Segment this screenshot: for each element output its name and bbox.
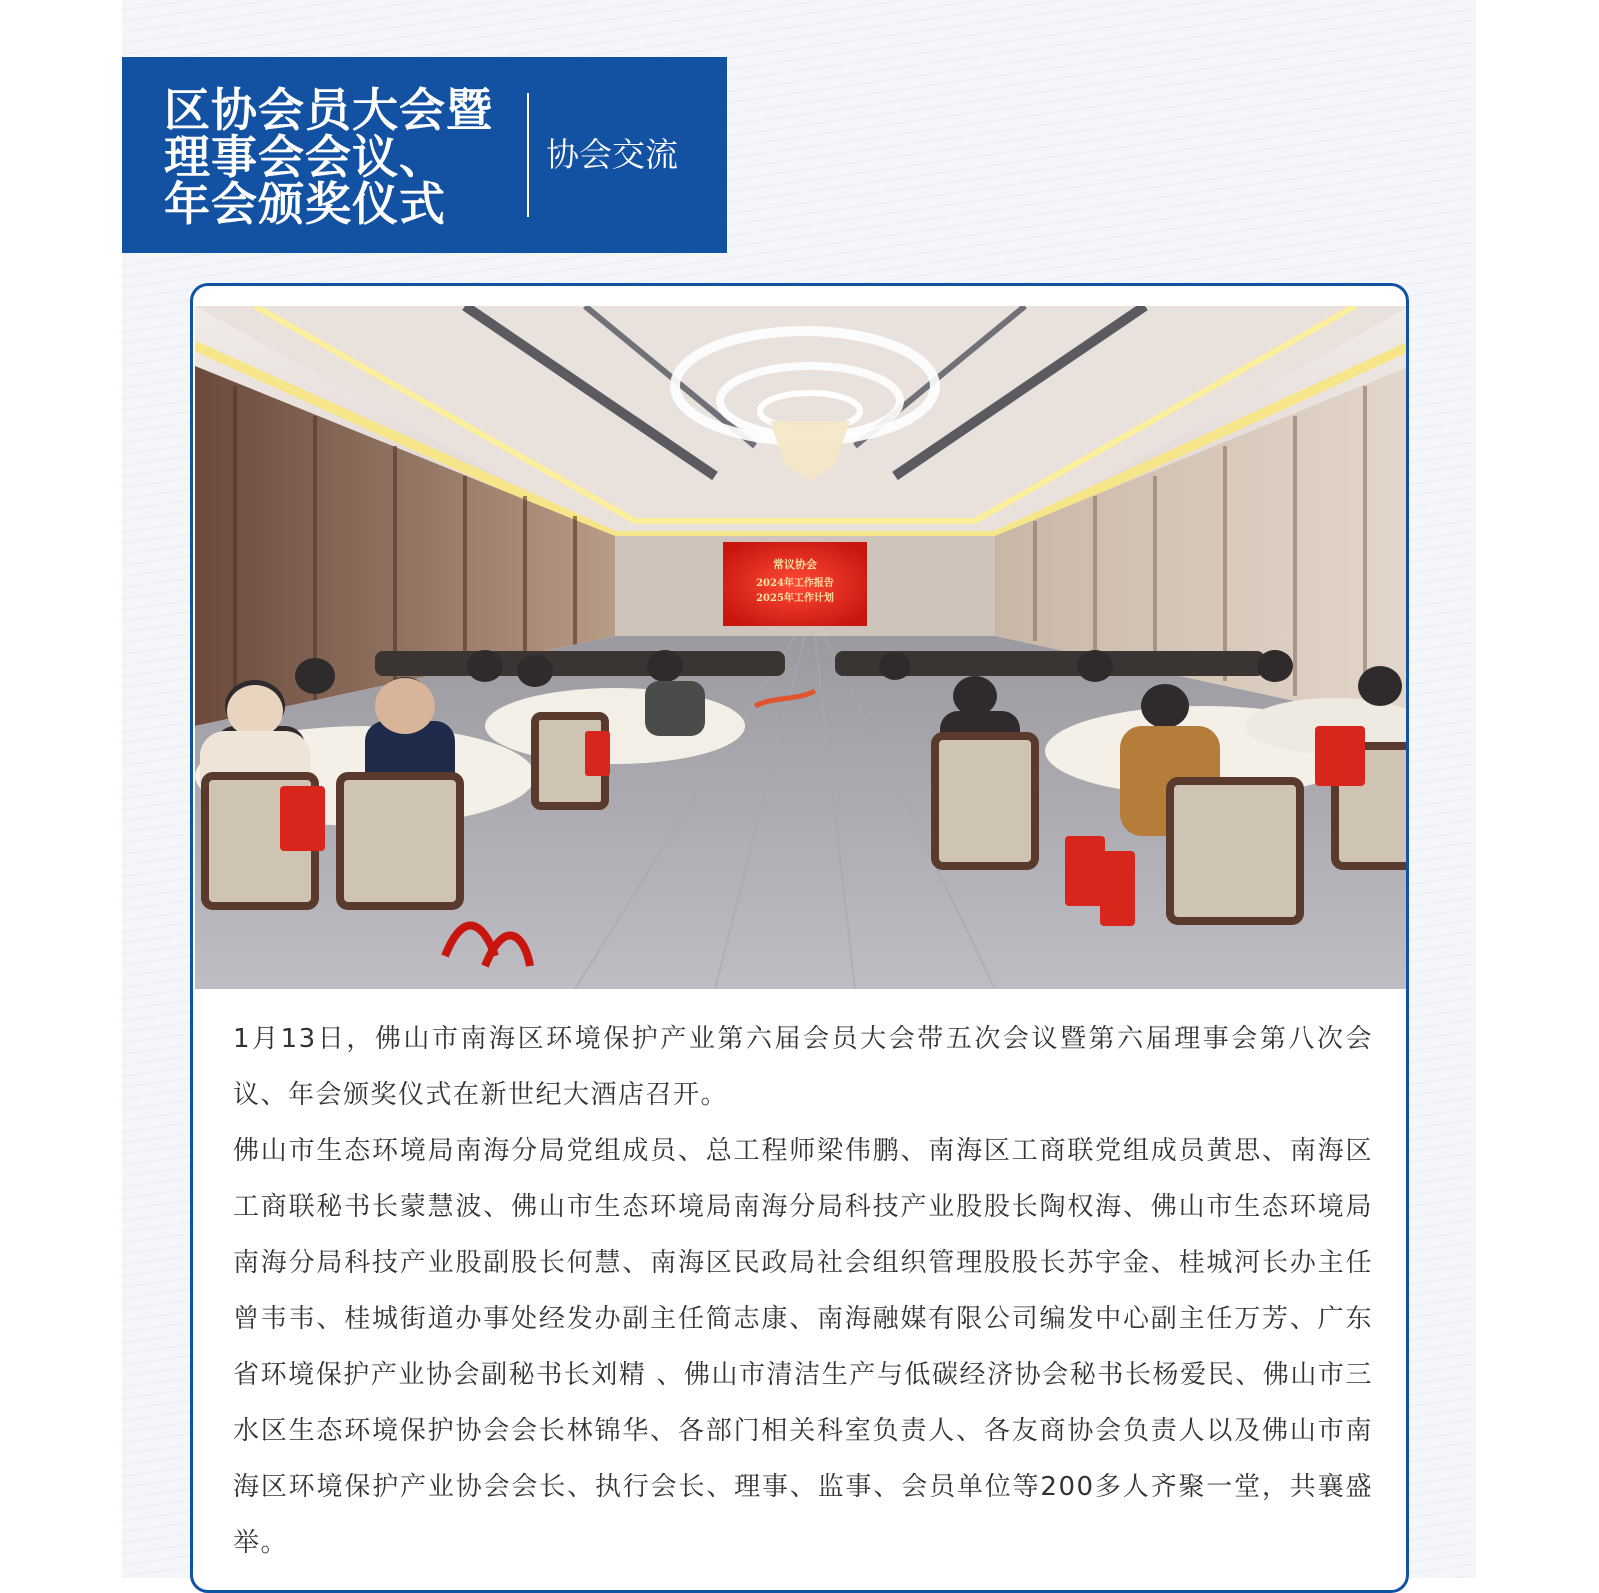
section-title-line: 区协会员大会暨 bbox=[164, 83, 493, 137]
section-title-line: 年会颁奖仪式 bbox=[164, 177, 446, 231]
screen-line: 2024年工作报告 bbox=[756, 578, 834, 589]
article-paragraph: 1月13日，佛山市南海区环境保护产业第六届会员大会带五次会议暨第六届理事会第八次会议、年会颁奖仪式在新世纪大酒店召开。 bbox=[233, 1024, 1373, 1110]
header-divider bbox=[527, 93, 529, 217]
screen-line: 2025年工作计划 bbox=[756, 593, 834, 604]
section-category-tag: 协会交流 bbox=[546, 135, 678, 174]
section-header bbox=[122, 57, 727, 253]
section-title-line: 理事会会议、 bbox=[164, 130, 446, 184]
screen-line: 常议协会 bbox=[773, 558, 817, 571]
article-card bbox=[190, 283, 1409, 1593]
banquet-hall-illustration bbox=[195, 306, 1409, 989]
section-title bbox=[164, 83, 524, 231]
article-body bbox=[233, 1011, 1373, 1571]
article-paragraph: 佛山市生态环境局南海分局党组成员、总工程师梁伟鹏、南海区工商联党组成员黄思、南海区工商联秘书长蒙慧波、佛山市生态环境局南海分局科技产业股股长陶权海、佛山市生态环境局南海分局科技产业股副股长何慧、南海区民政局社会组织管理股股长苏宇金、桂城河长办主任曾韦韦、桂城街道办事处经发办副主任简志康、南海融媒有限公司编发中心副主任万芳、广东省环境保护产业协会副秘书长刘精 、佛山市清洁生产与低碳经济协会秘书长杨爱民、佛山市三水区生态环境保护协会会长林锦华、各部门相关科室负责人、各友商协会负责人以及佛山市南海区环境保护产业协会会长、执行会长、理事、监事、会员单位等200多人齐聚一堂，共襄盛举。 bbox=[233, 1136, 1373, 1558]
banquet-hall-photo bbox=[195, 306, 1409, 989]
